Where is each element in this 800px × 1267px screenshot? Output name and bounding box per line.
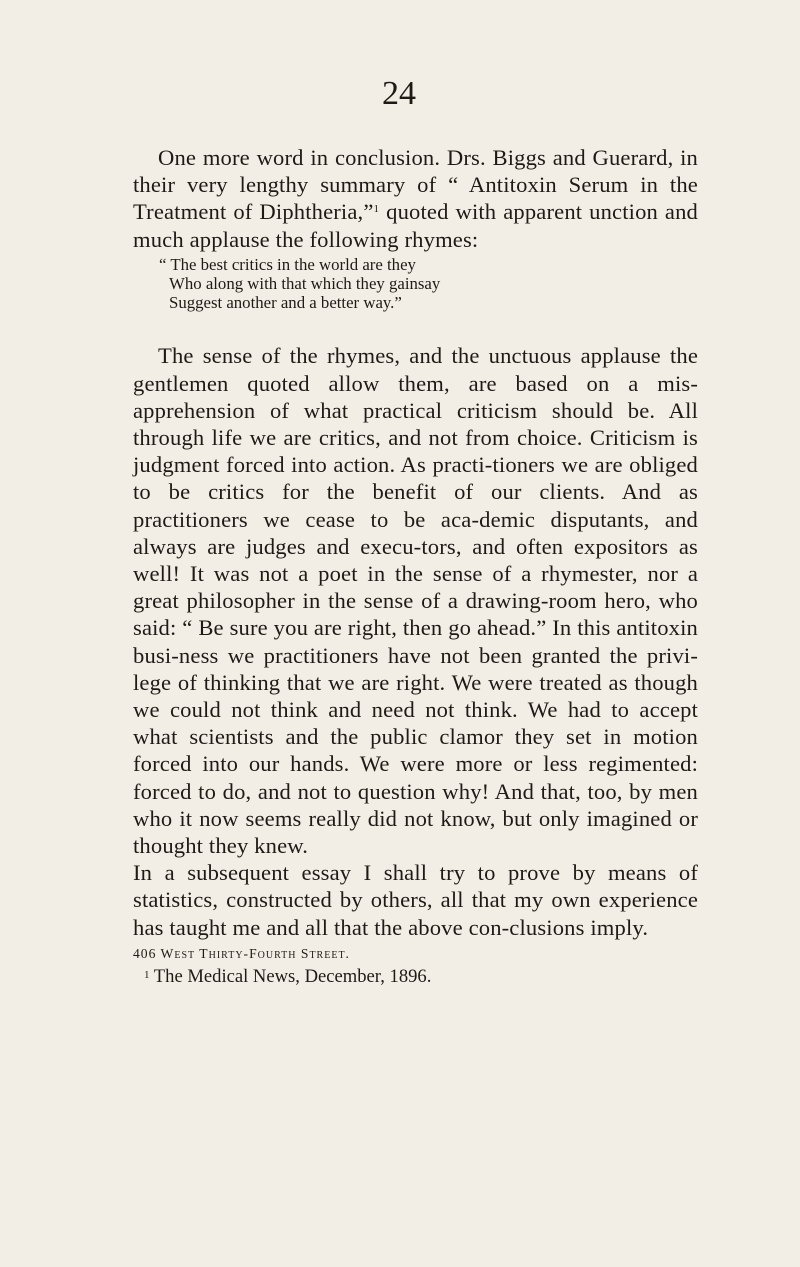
quoted-rhyme (159, 255, 698, 313)
footnote-reference: 1 (373, 203, 380, 216)
footnote-mark: 1 (144, 968, 150, 981)
author-address (133, 945, 698, 963)
intro-text: One more word in conclusion. Drs. Biggs and Guerard, in their very lengthy summary of “ Antitoxin Serum in the Treatment of Diphtheria,” (133, 145, 698, 225)
article-body (133, 144, 698, 988)
intro-text-end: quoted with apparent unction and much applause the following rhymes: (133, 199, 698, 252)
footnote-text: The Medical News, December, 1896. (149, 965, 432, 987)
rhyme-line-2: Who along with that which they gainsay (169, 274, 441, 294)
rhyme-line-1: “ The best critics in the world are they (159, 254, 416, 274)
rhyme-line-3: Suggest another and a better way.” (169, 293, 402, 313)
closing-paragraph: In a subsequent essay I shall try to prove by means of statistics, constructed by others, all that my own experience has taught me and all that the above con-clusions imply. (133, 860, 698, 940)
page-number: 24 (382, 75, 416, 112)
intro-paragraph (133, 144, 698, 253)
footnote (144, 966, 698, 988)
address-text: 406 West Thirty-Fourth Street. (133, 945, 350, 961)
main-paragraph: The sense of the rhymes, and the unctuous applause the gentlemen quoted allow them, are based on a mis-apprehension of what practical criticism should be. All through life we are critics, and not from choice. Criticism is judgment forced into action. As practi-tioners we are obliged to be critics for the benefit of our clients. And as practitioners we cease to be aca-demic disputants, and always are judges and execu-tors, and often expositors as well! It was not a poet in the sense of a rhymester, nor a great philosopher in the sense of a drawing-room hero, who said: “ Be sure you are right, then go ahead.” In this antitoxin busi-ness we practitioners have not been granted the privi-lege of thinking that we are right. We were treated as though we could not think and need not think. We had to accept what scientists and the public clamor they set in motion forced into our hands. We were more or less regimented: forced to do, and not to question why! And that, too, by men who it now seems really did not know, but only imagined or thought they knew. (133, 343, 698, 859)
